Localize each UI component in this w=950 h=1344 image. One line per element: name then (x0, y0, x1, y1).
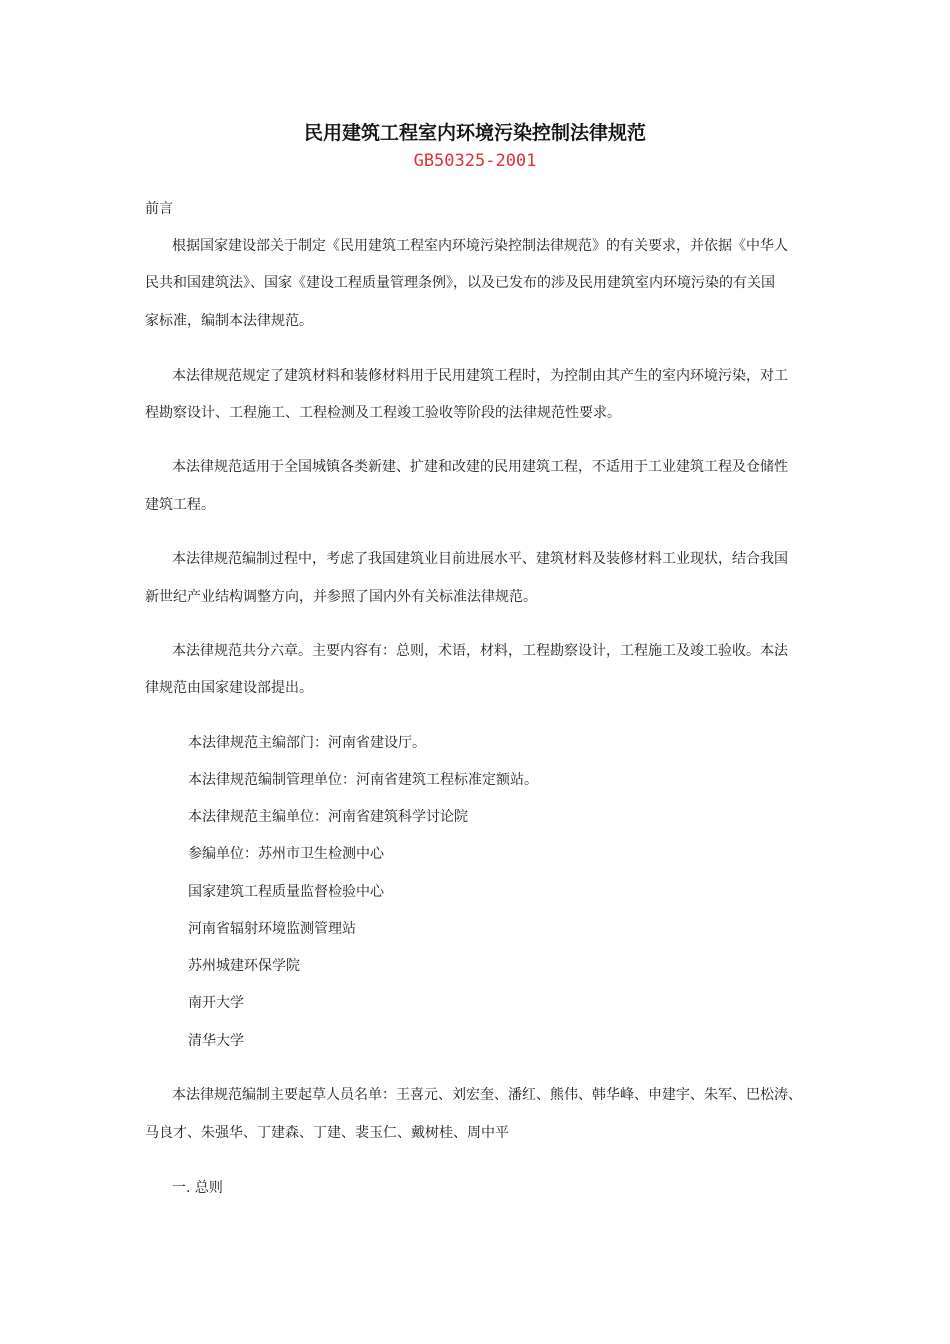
paragraph-line: 根据国家建设部关于制定《民用建筑工程室内环境污染控制法律规范》的有关要求，并依据《中华人 (172, 238, 788, 254)
section-heading: 一. 总则 (172, 1180, 223, 1196)
list-item: 苏州城建环保学院 (188, 958, 300, 974)
paragraph-line: 本法律规范适用于全国城镇各类新建、扩建和改建的民用建筑工程，不适用于工业建筑工程及仓储性 (172, 459, 788, 475)
list-item: 本法律规范编制管理单位：河南省建筑工程标准定额站。 (188, 772, 538, 788)
paragraph-line: 律规范由国家建设部提出。 (145, 680, 313, 696)
paragraph-line: 马良才、朱强华、丁建森、丁建、裴玉仁、戴树桂、周中平 (145, 1125, 509, 1141)
list-item: 清华大学 (188, 1033, 244, 1049)
list-item: 南开大学 (188, 995, 244, 1011)
list-item: 本法律规范主编单位：河南省建筑科学讨论院 (188, 809, 468, 825)
paragraph-line: 新世纪产业结构调整方向，并参照了国内外有关标准法律规范。 (145, 589, 537, 605)
document-title: 民用建筑工程室内环境污染控制法律规范 (303, 122, 646, 144)
paragraph-line: 家标准，编制本法律规范。 (145, 313, 313, 329)
paragraph-line: 程勘察设计、工程施工、工程检测及工程竣工验收等阶段的法律规范性要求。 (145, 405, 621, 421)
list-item: 国家建筑工程质量监督检验中心 (188, 884, 384, 900)
paragraph-line: 本法律规范编制主要起草人员名单：王喜元、刘宏奎、潘红、熊伟、韩华峰、申建宇、朱军、巴松涛、 (172, 1087, 802, 1103)
paragraph-line: 本法律规范编制过程中，考虑了我国建筑业目前进展水平、建筑材料及装修材料工业现状，结合我国 (172, 551, 788, 567)
list-item: 本法律规范主编部门：河南省建设厅。 (188, 735, 426, 751)
paragraph-line: 本法律规范规定了建筑材料和装修材料用于民用建筑工程时，为控制由其产生的室内环境污染，对工 (172, 368, 788, 384)
list-item: 参编单位：苏州市卫生检测中心 (188, 846, 384, 862)
standard-code: GB50325-2001 (413, 151, 537, 171)
paragraph-line: 建筑工程。 (145, 497, 215, 513)
preface-heading: 前言 (145, 201, 173, 217)
list-item: 河南省辐射环境监测管理站 (188, 921, 356, 937)
paragraph-line: 本法律规范共分六章。主要内容有：总则，术语，材料，工程勘察设计，工程施工及竣工验收。本法 (172, 643, 788, 659)
paragraph-line: 民共和国建筑法》、国家《建设工程质量管理条例》，以及已发布的涉及民用建筑室内环境污染的有关国 (145, 275, 775, 291)
